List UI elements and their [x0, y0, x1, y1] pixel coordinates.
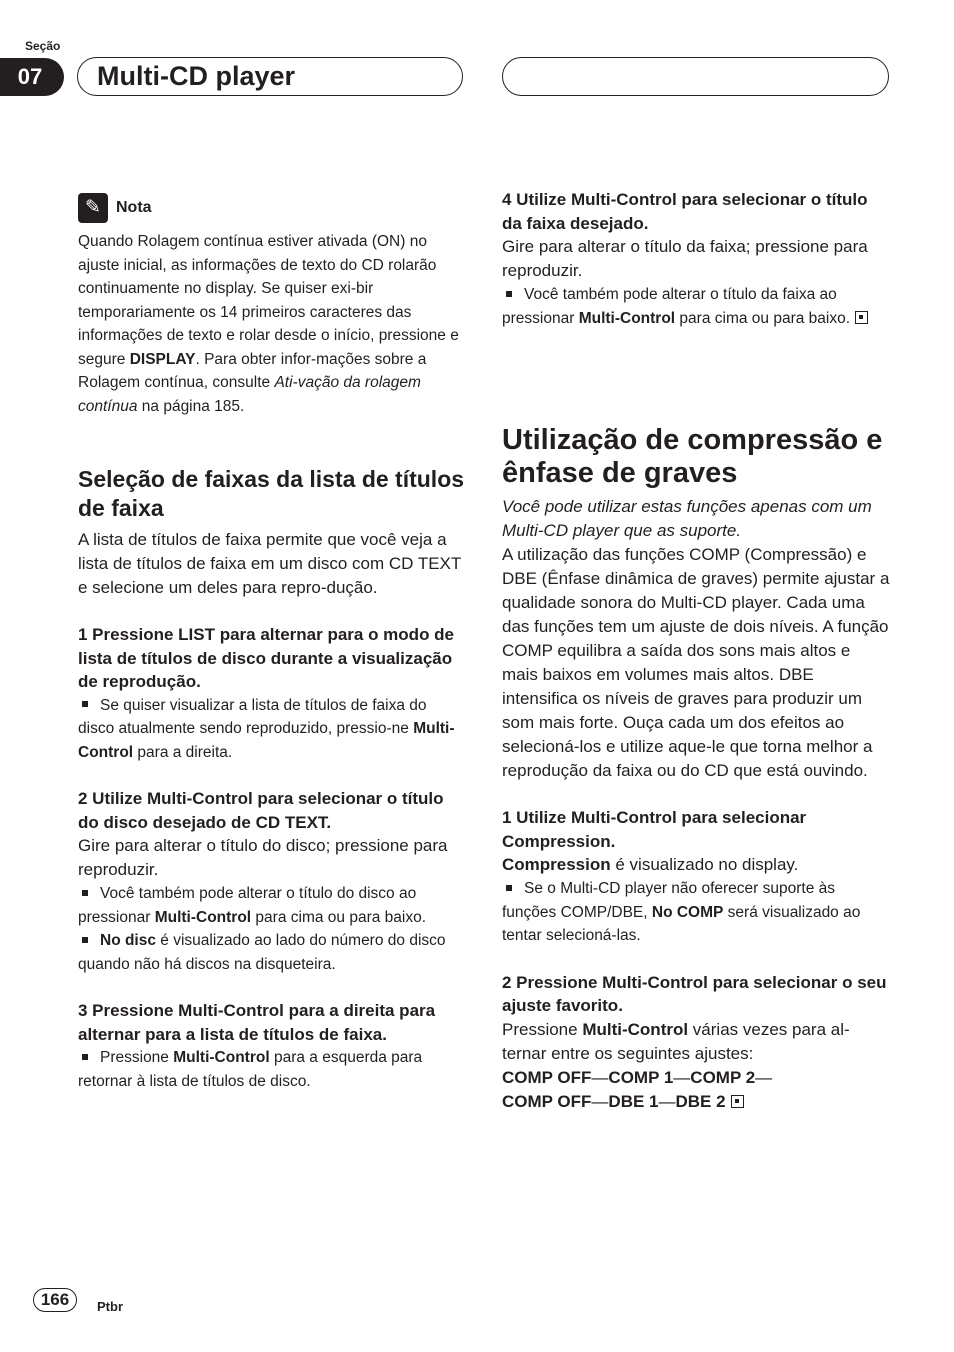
bullet-icon [82, 1054, 88, 1060]
right-section-intro: Você pode utilizar estas funções apenas com um Multi-CD player que as suporte. [502, 497, 872, 540]
left-section-heading: Seleção de faixas da lista de títulos de faixa [78, 466, 465, 521]
bullet-icon [82, 937, 88, 943]
left-step-2-text: Gire para alterar o título do disco; pressione para reproduzir. [78, 836, 448, 879]
right-section [502, 424, 890, 1114]
left-step-2-bullet-2: No disc é visualizado ao lado do número do disco quando não há discos na disqueteira. [78, 932, 446, 973]
left-section [78, 465, 466, 1093]
settings-sequence-1: COMP OFF—COMP 1—COMP 2— [502, 1067, 773, 1087]
left-step-3-bullet: Pressione Multi-Control para a esquerda para retornar à lista de títulos de disco. [78, 1049, 423, 1090]
bullet-icon [82, 890, 88, 896]
bullet-icon [506, 291, 512, 297]
right-step-1-title: 1 Utilize Multi-Control para selecionar Compression. [502, 808, 807, 851]
right-step-1-bullet: Se o Multi-CD player não oferecer suporte às funções COMP/DBE, No COMP será visualizado ao tentar selecioná-las. [502, 880, 861, 944]
right-step-4-bullet: Você também pode alterar o título da faixa ao pressionar Multi-Control para cima ou para baixo. [502, 283, 890, 330]
header-right-frame [502, 57, 889, 96]
right-step-2-title: 2 Pressione Multi-Control para selecionar o seu ajuste favorito. [502, 972, 887, 1015]
bullet-icon [506, 885, 512, 891]
pencil-icon: ✎ [78, 193, 108, 223]
page-number: 166 [33, 1288, 77, 1312]
note-link[interactable]: Ati-vação da rolagem contínua [78, 374, 421, 415]
bullet-icon [82, 701, 88, 707]
left-section-intro: A lista de títulos de faixa permite que você veja a lista de títulos de faixa em um disco com CD TEXT e selecione um deles para repro-dução. [78, 530, 461, 597]
right-section-heading: Utilização de compressão e ênfase de graves [502, 424, 883, 489]
settings-sequence-2: COMP OFF—DBE 1—DBE 2 [502, 1090, 890, 1114]
right-step-2-text: Pressione Multi-Control várias vezes para al-ternar entre os seguintes ajustes: [502, 1019, 850, 1063]
note-block [78, 192, 466, 418]
left-step-2-bullet-1: Você também pode alterar o título do disco ao pressionar Multi-Control para cima ou para baixo. [78, 885, 427, 926]
right-step-4-title: 4 Utilize Multi-Control para selecionar o título da faixa desejado. [502, 190, 868, 233]
right-step-1-text: Compression é visualizado no display. [502, 855, 799, 874]
right-section-body: A utilização das funções COMP (Compressão) e DBE (Ênfase dinâmica de graves) permite ajustar a qualidade sonora do Multi-CD player. Cada uma das funções tem um ajuste de dois níveis. A função COMP equilibra a saída dos sons mais altos e mais baixos em volumes mais altos. DBE intensifica os níveis de graves para produzir um som mais forte. Ouça cada um dos efeitos ao selecioná-los e utilize aque-le que torna melhor a reprodução da faixa ou do CD que está ouvindo. [502, 545, 890, 780]
left-step-1-bullet: Se quiser visualizar a lista de títulos de faixa do disco atualmente sendo reproduzido, pressio-ne Multi-Control para a direita. [78, 696, 455, 761]
left-step-2-title: 2 Utilize Multi-Control para selecionar o título do disco desejado de CD TEXT. [78, 789, 444, 832]
language-code: Ptbr [97, 1299, 123, 1314]
page-title: Multi-CD player [97, 61, 296, 91]
section-number-tab [0, 58, 64, 96]
left-step-3-title: 3 Pressione Multi-Control para a direita para alternar para a lista de títulos de faixa. [78, 1001, 436, 1044]
right-top-block [502, 188, 890, 330]
end-mark-icon [855, 311, 868, 324]
section-label: Seção [25, 39, 61, 53]
note-text: Quando Rolagem contínua estiver ativada (ON) no ajuste inicial, as informações de texto do CD rolarão continuamente no display. Se quiser exi-bir temporariamente os 14 primeiros caracteres das informações de texto e rolar desde o início, pressione e segure DISPLAY. Para obter infor-mações sobre a Rolagem contínua, consulte Ati-vação da rolagem contínua na página 185. [78, 233, 459, 415]
section-number: 07 [17, 64, 43, 89]
note-label: Nota [116, 199, 152, 216]
end-mark-icon [731, 1095, 744, 1108]
left-step-1-title: 1 Pressione LIST para alternar para o modo de lista de títulos de disco durante a visualização de reprodução. [78, 625, 455, 691]
right-step-4-text: Gire para alterar o título da faixa; pressione para reproduzir. [502, 237, 868, 280]
